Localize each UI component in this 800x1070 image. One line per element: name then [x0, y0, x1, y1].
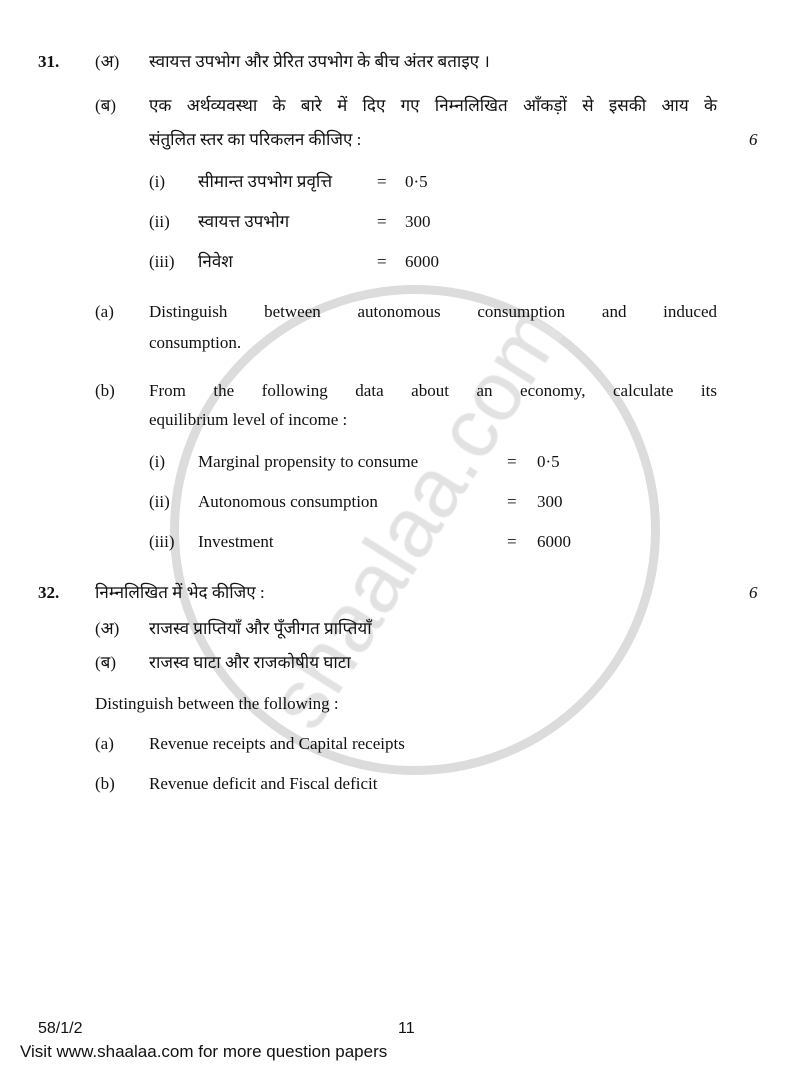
en-item-text: Investment [198, 532, 274, 551]
en-part-a-line1: Distinguish between autonomous consumption and induced [149, 302, 717, 321]
hi-item-value: 6000 [405, 252, 439, 271]
q31-hi-part-b [0, 96, 800, 150]
q31-en-items [0, 452, 800, 552]
hi-item-text: सीमान्त उपभोग प्रवृत्ति [198, 172, 333, 191]
hi-part-a-label: (अ) [95, 619, 120, 638]
en-item-eq: = [507, 452, 517, 471]
paper-code: 58/1/2 [38, 1020, 83, 1037]
page-number: 11 [398, 1020, 415, 1037]
en-part-a-label: (a) [95, 734, 114, 753]
en-part-a-label: (a) [95, 302, 114, 321]
hi-item-text: निवेश [198, 252, 233, 271]
en-item-text: Autonomous consumption [198, 492, 378, 511]
visit-link[interactable]: Visit www.shaalaa.com for more question papers [20, 1042, 388, 1061]
q32-en-intro [0, 694, 800, 714]
en-item-label: (ii) [149, 492, 170, 511]
hi-item-value: 0·5 [405, 172, 428, 191]
q32-en-part-a [0, 734, 800, 754]
hi-intro: निम्नलिखित में भेद कीजिए : [95, 583, 265, 602]
hi-item-label: (iii) [149, 252, 175, 271]
question-number-32: 32. [38, 583, 60, 602]
en-part-b-label: (b) [95, 774, 115, 793]
q32-hi-part-b [0, 653, 800, 673]
hi-part-b-line1: एक अर्थव्यवस्था के बारे में दिए गए निम्नलिखित आँकड़ों से इसकी आय के [149, 96, 717, 115]
en-item-value: 300 [537, 492, 563, 511]
hi-item-eq: = [377, 172, 387, 191]
marks-31: 6 [749, 130, 758, 149]
en-item-text: Marginal propensity to consume [198, 452, 419, 471]
hi-part-b-body [149, 96, 717, 150]
q32-hi-intro [0, 583, 800, 603]
question-number-31: 31. [38, 52, 60, 71]
en-part-b-line1: From the following data about an economy, calculate its [149, 381, 717, 400]
q31-en-part-a [0, 302, 800, 353]
hi-item-value: 300 [405, 212, 431, 231]
hi-part-a-text: स्वायत्त उपभोग और प्रेरित उपभोग के बीच अंतर बताइए । [149, 52, 490, 71]
en-item-eq: = [507, 492, 517, 511]
hi-part-a-label: (अ) [95, 52, 120, 71]
hi-part-b-label: (ब) [95, 653, 117, 672]
en-item-label: (i) [149, 452, 166, 471]
q31-hi-items [0, 172, 800, 272]
en-part-b-line2: equilibrium level of income : [149, 410, 348, 429]
en-items-list [149, 452, 717, 552]
hi-part-b-label: (ब) [95, 96, 117, 115]
hi-item-label: (ii) [149, 212, 170, 231]
hi-item-eq: = [377, 252, 387, 271]
en-item-value: 6000 [537, 532, 571, 551]
hi-part-b-line2-wrap [149, 130, 717, 150]
q31-hi-part-a [0, 52, 800, 72]
en-item-value: 0·5 [537, 452, 560, 471]
hi-items-list [149, 172, 717, 272]
q32-hi-part-a [0, 619, 800, 639]
q31-en-part-b [0, 381, 800, 430]
en-part-b-text: Revenue deficit and Fiscal deficit [149, 774, 378, 793]
en-part-a-line2: consumption. [149, 333, 242, 352]
en-item-eq: = [507, 532, 517, 551]
hi-part-b-text: राजस्व घाटा और राजकोषीय घाटा [149, 653, 351, 672]
hi-item-label: (i) [149, 172, 166, 191]
en-item-label: (iii) [149, 532, 175, 551]
q32-en-part-b [0, 774, 800, 794]
en-part-b-label: (b) [95, 381, 115, 400]
hi-item-text: स्वायत्त उपभोग [198, 212, 290, 231]
en-intro: Distinguish between the following : [95, 694, 339, 713]
hi-part-b-line2: संतुलित स्तर का परिकलन कीजिए : [149, 130, 362, 149]
marks-32: 6 [749, 583, 758, 602]
en-part-a-text: Revenue receipts and Capital receipts [149, 734, 405, 753]
hi-item-eq: = [377, 212, 387, 231]
hi-part-a-text: राजस्व प्राप्तियाँ और पूँजीगत प्राप्तियाँ [149, 619, 372, 638]
